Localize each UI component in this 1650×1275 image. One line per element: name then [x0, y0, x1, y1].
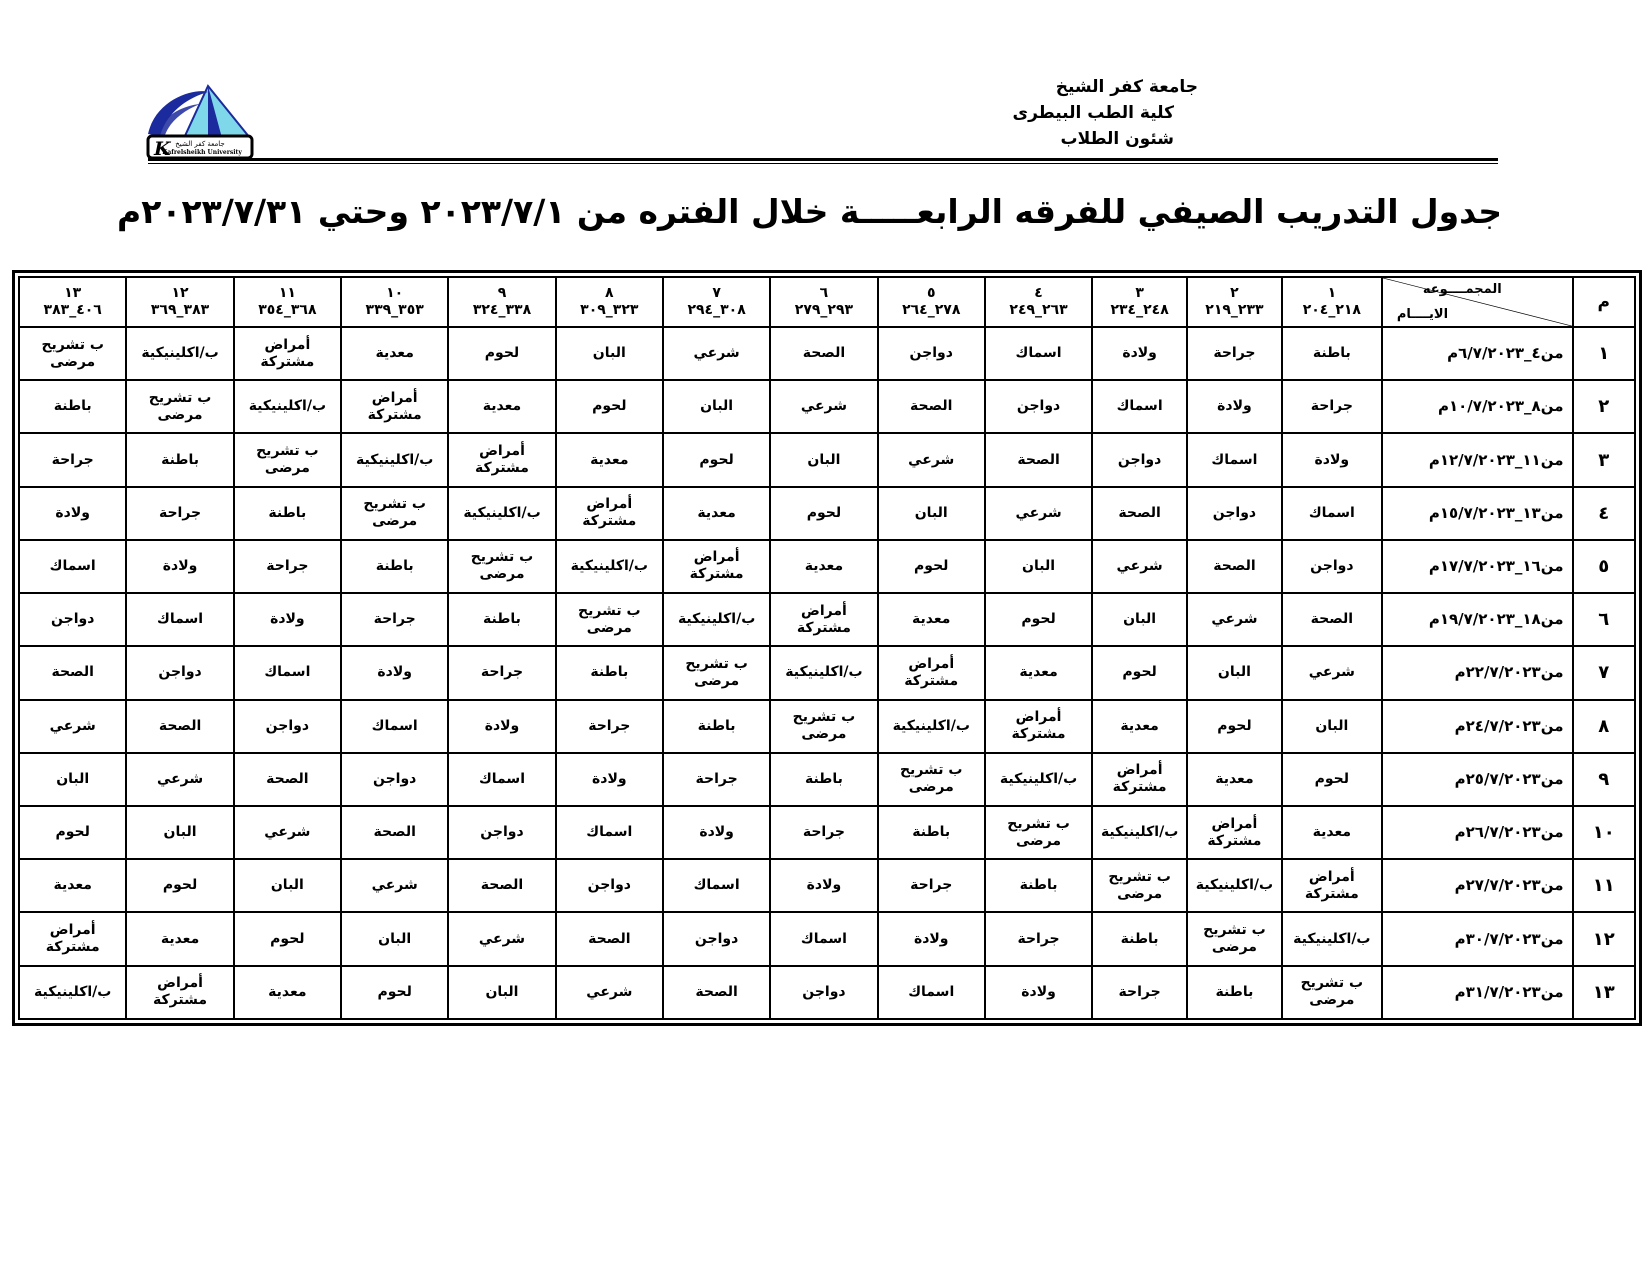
office-name: شئون الطلاب [1060, 129, 1174, 149]
table-row [19, 912, 1635, 965]
schedule-cell: ب/اكلينيكية [341, 433, 448, 486]
corner-header [1382, 277, 1573, 327]
group-range: ٢٤٨_٢٣٤ [1110, 302, 1169, 318]
group-range: ٢١٨_٢٠٤ [1302, 302, 1361, 318]
corner-groups-label: المجمــــوعه [1422, 282, 1502, 297]
schedule-cell: دواجن [126, 646, 233, 699]
schedule-cell: جراحة [878, 859, 985, 912]
schedule-cell: دواجن [985, 380, 1092, 433]
schedule-cell: ب/اكلينيكية [126, 327, 233, 380]
group-range: ٤٠٦_٣٨٣ [43, 302, 102, 318]
schedule-cell: ولادة [878, 912, 985, 965]
schedule-cell: أمراض مشتركة [234, 327, 341, 380]
schedule-cell: اسماك [1282, 487, 1382, 540]
schedule-cell: اسماك [663, 859, 770, 912]
schedule-cell: جراحة [556, 700, 663, 753]
schedule-cell: ولادة [1187, 380, 1282, 433]
schedule-cell: شرعي [985, 487, 1092, 540]
schedule-cell: جراحة [448, 646, 555, 699]
schedule-cell: لحوم [1282, 753, 1382, 806]
schedule-cell: ولادة [341, 646, 448, 699]
schedule-cell: معدية [1187, 753, 1282, 806]
schedule-cell: لحوم [448, 327, 555, 380]
group-number: ١٣ [64, 285, 82, 301]
group-range: ٣٦٨_٣٥٤ [258, 302, 317, 318]
table-row [19, 966, 1635, 1019]
schedule-cell: باطنة [1187, 966, 1282, 1019]
schedule-frame [12, 270, 1642, 1026]
schedule-cell: جراحة [1282, 380, 1382, 433]
row-date: من١٣_١٥/٧/٢٠٢٣م [1382, 487, 1573, 540]
group-number: ٩ [497, 285, 507, 301]
schedule-cell: الصحة [1282, 593, 1382, 646]
row-number: ١١ [1573, 859, 1636, 912]
group-header [234, 277, 341, 327]
table-row [19, 646, 1635, 699]
schedule-cell: ولادة [126, 540, 233, 593]
schedule-cell: جراحة [985, 912, 1092, 965]
group-range: ٢٩٣_٢٧٩ [794, 302, 854, 318]
schedule-cell: البان [556, 327, 663, 380]
row-date: من١٨_١٩/٧/٢٠٢٣م [1382, 593, 1573, 646]
schedule-cell: أمراض مشتركة [1282, 859, 1382, 912]
row-date: من٢٢/٧/٢٠٢٣م [1382, 646, 1573, 699]
schedule-cell: دواجن [234, 700, 341, 753]
group-number: ٣ [1135, 285, 1144, 301]
group-header [985, 277, 1092, 327]
table-row [19, 540, 1635, 593]
row-date: من٢٤/٧/٢٠٢٣م [1382, 700, 1573, 753]
schedule-cell: معدية [878, 593, 985, 646]
schedule-cell: باطنة [126, 433, 233, 486]
schedule-cell: أمراض مشتركة [878, 646, 985, 699]
schedule-cell: شرعي [556, 966, 663, 1019]
schedule-cell: الصحة [234, 753, 341, 806]
schedule-cell: اسماك [341, 700, 448, 753]
row-number: ٧ [1573, 646, 1636, 699]
schedule-cell: دواجن [1187, 487, 1282, 540]
schedule-cell: ب تشريح مرضى [878, 753, 985, 806]
schedule-cell: لحوم [19, 806, 126, 859]
schedule-cell: أمراض مشتركة [19, 912, 126, 965]
faculty-name: كلية الطب البيطرى [1012, 103, 1174, 123]
group-range: ٣٥٣_٣٣٩ [365, 302, 424, 318]
schedule-cell: ولادة [663, 806, 770, 859]
schedule-cell: معدية [1092, 700, 1187, 753]
index-column-header: م [1573, 277, 1636, 327]
group-header [770, 277, 877, 327]
table-row [19, 859, 1635, 912]
group-number: ١٠ [386, 285, 404, 301]
group-header [126, 277, 233, 327]
schedule-cell: جراحة [1187, 327, 1282, 380]
group-range: ٣٠٨_٢٩٤ [687, 302, 746, 318]
schedule-cell: ولادة [19, 487, 126, 540]
schedule-cell: اسماك [448, 753, 555, 806]
schedule-cell: اسماك [985, 327, 1092, 380]
university-name: جامعة كفر الشيخ [1055, 77, 1198, 97]
schedule-cell: دواجن [341, 753, 448, 806]
schedule-cell: اسماك [878, 966, 985, 1019]
schedule-cell: باطنة [234, 487, 341, 540]
group-number: ١ [1327, 285, 1337, 301]
schedule-cell: ب تشريح مرضى [1187, 912, 1282, 965]
schedule-cell: شرعي [1092, 540, 1187, 593]
schedule-cell: دواجن [770, 966, 877, 1019]
schedule-cell: شرعي [341, 859, 448, 912]
schedule-cell: شرعي [448, 912, 555, 965]
schedule-cell: أمراض مشتركة [448, 433, 555, 486]
row-date: من٣١/٧/٢٠٢٣م [1382, 966, 1573, 1019]
row-number: ١ [1573, 327, 1636, 380]
schedule-cell: اسماك [556, 806, 663, 859]
schedule-cell: البان [878, 487, 985, 540]
schedule-cell: ب تشريح مرضى [985, 806, 1092, 859]
schedule-cell: جراحة [341, 593, 448, 646]
schedule-cell: اسماك [770, 912, 877, 965]
schedule-cell: ب تشريح مرضى [1282, 966, 1382, 1019]
schedule-cell: البان [234, 859, 341, 912]
schedule-cell: ب تشريح مرضى [341, 487, 448, 540]
table-row [19, 806, 1635, 859]
table-row [19, 327, 1635, 380]
schedule-cell: ب تشريح مرضى [448, 540, 555, 593]
schedule-cell: دواجن [556, 859, 663, 912]
schedule-cell: جراحة [663, 753, 770, 806]
group-range: ٢٣٣_٢١٩ [1205, 302, 1264, 318]
schedule-cell: معدية [1282, 806, 1382, 859]
schedule-cell: اسماك [1092, 380, 1187, 433]
logo-letter: K [154, 138, 171, 160]
schedule-cell: أمراض مشتركة [985, 700, 1092, 753]
table-row [19, 487, 1635, 540]
schedule-cell: ب تشريح مرضى [556, 593, 663, 646]
schedule-cell: لحوم [1092, 646, 1187, 699]
schedule-cell: ولادة [448, 700, 555, 753]
schedule-cell: البان [126, 806, 233, 859]
group-range: ٢٧٨_٢٦٤ [902, 302, 961, 318]
schedule-cell: معدية [985, 646, 1092, 699]
group-header [448, 277, 555, 327]
schedule-cell: الصحة [663, 966, 770, 1019]
schedule-cell: الصحة [1187, 540, 1282, 593]
logo-text-en: Kafrelsheikh University [162, 149, 242, 156]
schedule-cell: الصحة [341, 806, 448, 859]
group-number: ٧ [712, 285, 721, 301]
schedule-cell: معدية [19, 859, 126, 912]
group-header [1187, 277, 1282, 327]
schedule-cell: الصحة [1092, 487, 1187, 540]
row-date: من٢٦/٧/٢٠٢٣م [1382, 806, 1573, 859]
group-number: ٤ [1034, 285, 1043, 301]
schedule-cell: دواجن [663, 912, 770, 965]
schedule-cell: ولادة [1092, 327, 1187, 380]
schedule-cell: شرعي [1187, 593, 1282, 646]
schedule-cell: أمراض مشتركة [126, 966, 233, 1019]
schedule-cell: لحوم [341, 966, 448, 1019]
page-title: جدول التدريب الصيفي للفرقه الرابعـــــة خلال الفتره من ٢٠٢٣/٧/١ وحتي ٢٠٢٣/٧/٣١م [117, 192, 1502, 231]
schedule-cell: البان [448, 966, 555, 1019]
schedule-cell: شرعي [663, 327, 770, 380]
schedule-cell: اسماك [1187, 433, 1282, 486]
schedule-cell: أمراض مشتركة [1092, 753, 1187, 806]
schedule-cell: شرعي [126, 753, 233, 806]
group-header [663, 277, 770, 327]
schedule-cell: شرعي [19, 700, 126, 753]
row-number: ١٠ [1573, 806, 1636, 859]
group-header [1282, 277, 1382, 327]
row-number: ٤ [1573, 487, 1636, 540]
table-row [19, 593, 1635, 646]
schedule-cell: ب/اكلينيكية [770, 646, 877, 699]
schedule-cell: ولادة [1282, 433, 1382, 486]
row-date: من١٦_١٧/٧/٢٠٢٣م [1382, 540, 1573, 593]
row-number: ٩ [1573, 753, 1636, 806]
schedule-cell: دواجن [19, 593, 126, 646]
group-number: ١٢ [171, 285, 189, 301]
schedule-cell: معدية [556, 433, 663, 486]
schedule-cell: ب تشريح مرضى [126, 380, 233, 433]
schedule-cell: ب/اكلينيكية [448, 487, 555, 540]
schedule-cell: ولادة [234, 593, 341, 646]
schedule-cell: باطنة [878, 806, 985, 859]
schedule-cell: باطنة [985, 859, 1092, 912]
schedule-cell: ولادة [556, 753, 663, 806]
group-number: ١١ [278, 285, 296, 301]
schedule-cell: معدية [448, 380, 555, 433]
schedule-cell: باطنة [1092, 912, 1187, 965]
row-date: من١١_١٢/٧/٢٠٢٣م [1382, 433, 1573, 486]
group-range: ٣٢٣_٣٠٩ [580, 302, 639, 318]
row-number: ١٣ [1573, 966, 1636, 1019]
group-header [878, 277, 985, 327]
table-row [19, 433, 1635, 486]
schedule-cell: لحوم [1187, 700, 1282, 753]
schedule-cell: جراحة [1092, 966, 1187, 1019]
schedule-cell: معدية [663, 487, 770, 540]
schedule-cell: معدية [126, 912, 233, 965]
group-header [19, 277, 126, 327]
org-header [898, 74, 1198, 152]
row-number: ٣ [1573, 433, 1636, 486]
schedule-cell: أمراض مشتركة [1187, 806, 1282, 859]
schedule-cell: باطنة [341, 540, 448, 593]
schedule-cell: جراحة [19, 433, 126, 486]
schedule-cell: الصحة [985, 433, 1092, 486]
row-date: من٢٧/٧/٢٠٢٣م [1382, 859, 1573, 912]
schedule-cell: اسماك [234, 646, 341, 699]
schedule-cell: لحوم [556, 380, 663, 433]
schedule-cell: باطنة [19, 380, 126, 433]
schedule-cell: الصحة [19, 646, 126, 699]
schedule-cell: البان [1092, 593, 1187, 646]
schedule-cell: البان [1187, 646, 1282, 699]
table-row [19, 753, 1635, 806]
schedule-cell: أمراض مشتركة [770, 593, 877, 646]
schedule-cell: ب تشريح مرضى [19, 327, 126, 380]
group-number: ٨ [605, 285, 614, 301]
schedule-cell: اسماك [126, 593, 233, 646]
schedule-cell: دواجن [1282, 540, 1382, 593]
schedule-cell: ب/اكلينيكية [1092, 806, 1187, 859]
row-date: من٣٠/٧/٢٠٢٣م [1382, 912, 1573, 965]
schedule-cell: باطنة [1282, 327, 1382, 380]
schedule-cell: اسماك [19, 540, 126, 593]
schedule-cell: البان [341, 912, 448, 965]
schedule-cell: ولادة [770, 859, 877, 912]
schedule-cell: الصحة [878, 380, 985, 433]
schedule-cell: ب/اكلينيكية [1282, 912, 1382, 965]
schedule-cell: شرعي [234, 806, 341, 859]
schedule-cell: دواجن [448, 806, 555, 859]
schedule-cell: الصحة [448, 859, 555, 912]
schedule-cell: البان [1282, 700, 1382, 753]
group-range: ٣٣٨_٣٢٤ [472, 302, 532, 318]
group-number: ٥ [926, 285, 936, 301]
group-header [556, 277, 663, 327]
table-row [19, 380, 1635, 433]
schedule-cell: لحوم [770, 487, 877, 540]
schedule-cell: أمراض مشتركة [556, 487, 663, 540]
row-date: من٤_٦/٧/٢٠٢٣م [1382, 327, 1573, 380]
corner-days-label: الايــــام [1396, 307, 1449, 322]
schedule-cell: أمراض مشتركة [663, 540, 770, 593]
schedule-cell: ب/اكلينيكية [234, 380, 341, 433]
schedule-cell: جراحة [126, 487, 233, 540]
schedule-cell: شرعي [878, 433, 985, 486]
schedule-cell: ب تشريح مرضى [770, 700, 877, 753]
row-date: من٢٥/٧/٢٠٢٣م [1382, 753, 1573, 806]
schedule-table [18, 276, 1636, 1020]
schedule-cell: لحوم [234, 912, 341, 965]
group-header [1092, 277, 1187, 327]
schedule-cell: ولادة [985, 966, 1092, 1019]
table-row [19, 700, 1635, 753]
logo-text-ar: جامعة كفر الشيخ [175, 140, 225, 148]
group-range: ٢٦٣_٢٤٩ [1009, 302, 1068, 318]
schedule-cell: معدية [341, 327, 448, 380]
schedule-cell: معدية [234, 966, 341, 1019]
group-number: ٦ [819, 285, 829, 301]
schedule-cell: شرعي [1282, 646, 1382, 699]
schedule-cell: ب تشريح مرضى [234, 433, 341, 486]
schedule-cell: ب/اكلينيكية [556, 540, 663, 593]
schedule-cell: ب تشريح مرضى [1092, 859, 1187, 912]
row-number: ٢ [1573, 380, 1636, 433]
row-number: ٦ [1573, 593, 1636, 646]
schedule-cell: دواجن [878, 327, 985, 380]
schedule-cell: باطنة [663, 700, 770, 753]
schedule-cell: الصحة [770, 327, 877, 380]
schedule-cell: باطنة [770, 753, 877, 806]
schedule-cell: باطنة [448, 593, 555, 646]
row-date: من٨_١٠/٧/٢٠٢٣م [1382, 380, 1573, 433]
schedule-cell: ب/اكلينيكية [878, 700, 985, 753]
group-range: ٣٨٣_٣٦٩ [150, 302, 210, 318]
row-number: ٥ [1573, 540, 1636, 593]
schedule-cell: لحوم [985, 593, 1092, 646]
schedule-cell: البان [19, 753, 126, 806]
schedule-cell: دواجن [1092, 433, 1187, 486]
schedule-cell: البان [985, 540, 1092, 593]
row-number: ١٢ [1573, 912, 1636, 965]
schedule-cell: جراحة [770, 806, 877, 859]
schedule-cell: ب تشريح مرضى [663, 646, 770, 699]
group-number: ٢ [1230, 285, 1239, 301]
schedule-cell: ب/اكلينيكية [985, 753, 1092, 806]
schedule-cell: لحوم [663, 433, 770, 486]
schedule-cell: أمراض مشتركة [341, 380, 448, 433]
schedule-cell: ب/اكلينيكية [19, 966, 126, 1019]
row-number: ٨ [1573, 700, 1636, 753]
schedule-cell: باطنة [556, 646, 663, 699]
schedule-cell: البان [663, 380, 770, 433]
schedule-cell: لحوم [126, 859, 233, 912]
schedule-cell: الصحة [556, 912, 663, 965]
schedule-cell: جراحة [234, 540, 341, 593]
group-header [341, 277, 448, 327]
schedule-cell: ب/اكلينيكية [1187, 859, 1282, 912]
header-rule [148, 158, 1498, 164]
schedule-cell: لحوم [878, 540, 985, 593]
university-logo [146, 84, 266, 168]
schedule-cell: البان [770, 433, 877, 486]
schedule-cell: معدية [770, 540, 877, 593]
schedule-cell: شرعي [770, 380, 877, 433]
schedule-cell: الصحة [126, 700, 233, 753]
schedule-cell: ب/اكلينيكية [663, 593, 770, 646]
